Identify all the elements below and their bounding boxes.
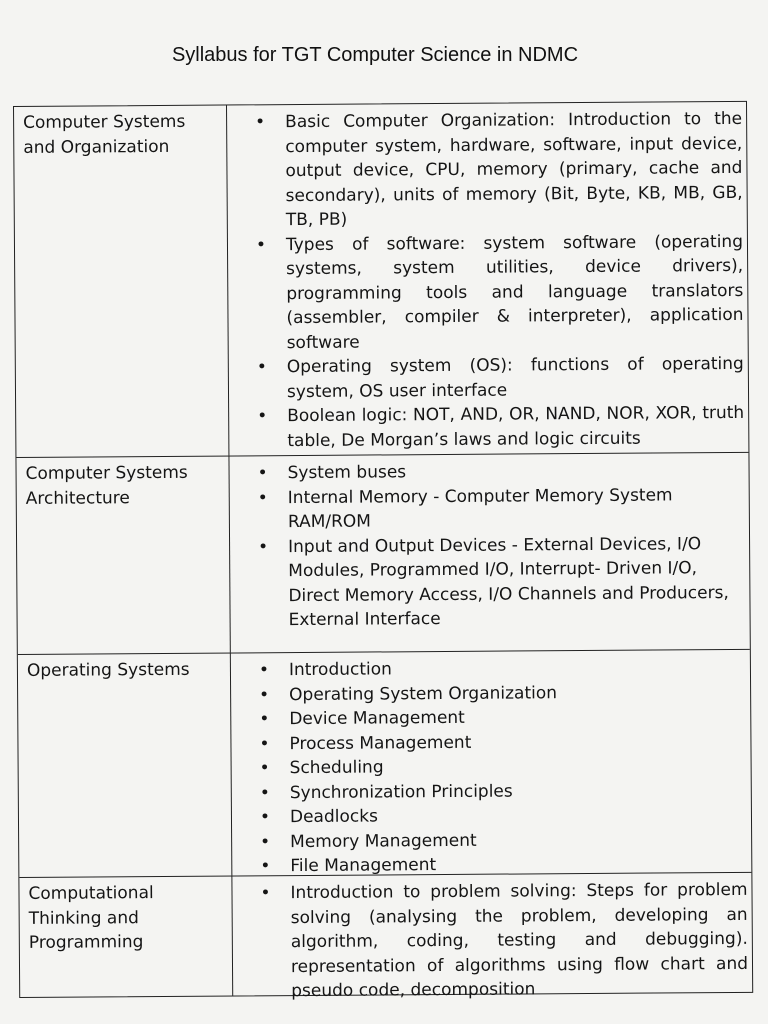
topic-list	[253, 458, 745, 633]
list-item: • Internal Memory - Computer Memory System RAM/ROM	[288, 482, 745, 534]
list-item: • Input and Output Devices - External Devices, I/O Modules, Programmed I/O, Interrupt- Driven I/O, Direct Memory Access, I/O Channels and Producers, External Interface	[288, 531, 746, 632]
topic-list	[251, 107, 744, 453]
list-item: • Basic Computer Organization: Introduction to the computer system, hardware, software, input device, output device, CPU, memory (primary, cache and secondary), units of memory (Bit, Byte, KB, MB, GB, TB, PB)	[285, 107, 743, 233]
content-cell	[232, 873, 752, 1002]
topic-cell: Operating Systems	[18, 653, 233, 876]
page-title: Syllabus for TGT Computer Science in NDMC	[171, 44, 579, 66]
topic-cell: Computer Systems Architecture	[16, 456, 230, 653]
topic-list	[255, 655, 748, 879]
list-item: • Introduction	[289, 655, 746, 683]
topic-list	[256, 878, 748, 1004]
list-item: • Device Management	[289, 704, 746, 732]
list-item: • Operating System Organization	[289, 679, 746, 707]
content-cell	[231, 650, 752, 876]
list-item: • Memory Management	[290, 826, 747, 854]
list-item: • Types of software: system software (operating systems, system utilities, device drivers), programming tools and language translators (assembler, compiler & interpreter), application software	[286, 229, 744, 355]
syllabus-table	[13, 101, 753, 1002]
list-item: • Deadlocks	[290, 802, 747, 830]
list-item: • Introduction to problem solving: Steps for problem solving (analysing the problem, developing an algorithm, coding, testing and debugging). representation of algorithms using flow chart and pseudo code, decomposition	[290, 878, 748, 1004]
list-item: • Scheduling	[290, 753, 747, 781]
table-row	[14, 102, 748, 458]
list-item: • Synchronization Principles	[290, 777, 747, 805]
list-item: • Boolean logic: NOT, AND, OR, NAND, NOR, XOR, truth table, De Morgan’s laws and logic circuits	[287, 401, 744, 453]
content-cell	[227, 102, 748, 456]
table-row	[19, 873, 752, 1002]
table-row	[16, 453, 749, 655]
topic-cell: Computational Thinking and Programming	[19, 876, 233, 996]
list-item: • System buses	[287, 458, 744, 486]
list-item: • File Management	[290, 851, 747, 879]
content-cell	[229, 453, 749, 653]
list-item: • Process Management	[289, 728, 746, 756]
topic-cell: Computer Systems and Organization	[14, 106, 229, 457]
table-row	[18, 650, 752, 878]
list-item: • Operating system (OS): functions of operating system, OS user interface	[287, 352, 744, 404]
